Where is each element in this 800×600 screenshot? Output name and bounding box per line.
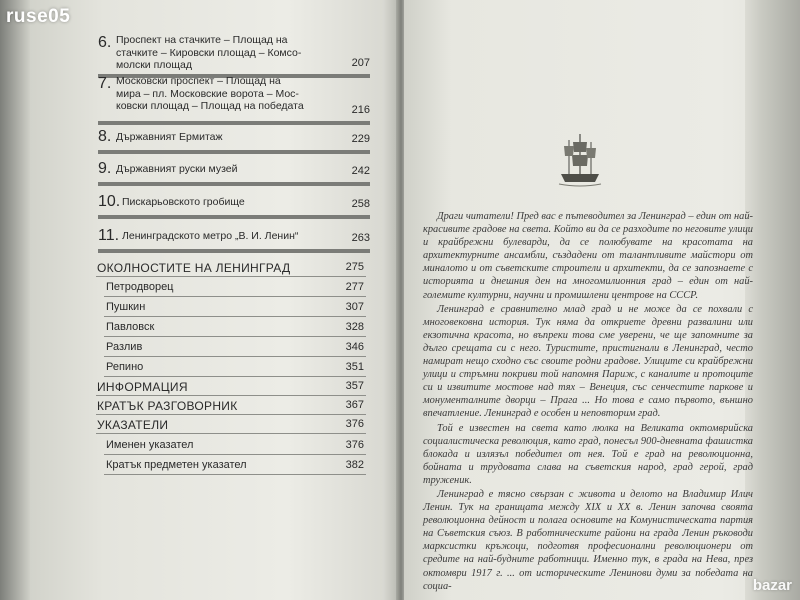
paragraph: Драги читатели! Пред вас е пътеводител за Ленинград – един от най-красивите градове на света. Който ви да се разходите по неговите улици и крайбрежни булеварди, да се полюбувате на красотата на архитектурните ансамбли, създадени от талантливите майстори от миналото и от съветските строители и архитекти, да се запознаете с историята и днешния ден на многомилионния град – един от най-големите културни, научни и промишлени центрове на СССР. xyxy=(423,211,753,301)
toc-section-label: Именен указател xyxy=(106,439,194,451)
toc-section-label: УКАЗАТЕЛИ xyxy=(97,418,169,432)
toc-section-page: 382 xyxy=(345,459,364,471)
toc-section-row xyxy=(0,359,380,377)
toc-separator xyxy=(104,296,366,297)
toc-entry-title-line: Държавният руски музей xyxy=(116,163,238,175)
toc-section-label: ИНФОРМАЦИЯ xyxy=(97,380,188,394)
sailing-ship-icon xyxy=(555,130,605,190)
toc-entry-title-line: молски площад xyxy=(116,59,192,71)
toc-separator xyxy=(104,336,366,337)
toc-entry-number: 11. xyxy=(98,227,120,244)
toc-separator xyxy=(96,276,366,277)
toc-entry-title-line: Московски проспект – Площад на xyxy=(116,75,281,87)
toc-section-label: Пушкин xyxy=(106,301,146,313)
paragraph: Ленинград е тясно свързан с живота и делото на Владимир Илич Ленин. Тук на границата между XIX и XX в. Ленин започва своята революционна дейност и полага основите на Комунистическата партия на Съветския съюз. В работническите райони на града Ленин ръководи марксистки кръжоци, подготвя професионални революционери от средите на най-будните работници. Именно тук, в града на Нева, през октомври 1917 г. ... от историческите Ленинови думи за победата на социа- xyxy=(423,488,753,592)
toc-separator xyxy=(104,356,366,357)
toc-entry-11 xyxy=(98,223,370,253)
paragraph: Ленинград е сравнително млад град и не може да се похвали с многовековна история. Тук няма да откриете древни развалини или екзотична красота, но въпреки това сме уверени, че ще запомните за дълго срещата си с него. Туристите, пристигнали в Ленинград, често намират нещо сходно със своите родни градове. Улиците си крайбрежни улици и стръмни покриви той напомня Париж, с каналите и протоците си и извитите мостове над тях – Венеция, със сенчестите паркове и монументалните дворци – Прага ... Но това е само първото, външно впечатление. Ленинград е особен и неповторим град. xyxy=(423,303,753,420)
toc-section-row xyxy=(0,416,380,434)
toc-entry-title-line: Проспект на стачките – Площад на xyxy=(116,34,288,46)
introduction-text xyxy=(423,210,753,593)
toc-section-row xyxy=(0,339,380,357)
toc-section-label: ОКОЛНОСТИТЕ НА ЛЕНИНГРАД xyxy=(97,261,291,275)
toc-entry-page: 216 xyxy=(351,104,370,116)
toc-section-row xyxy=(0,259,380,277)
toc-entry-title-line: мира – пл. Московские ворота – Мос- xyxy=(116,87,299,100)
toc-section-page: 357 xyxy=(345,380,364,392)
paragraph: Той е известен на света като люлка на Великата октомврийска социалистическа революция, като град, понесъл 900-дневната фашистка блокада и излязъл победител от нея. Той е град на революционна, бойната и трудовата слава на съветския народ, град герой, град труженик. xyxy=(423,422,753,486)
toc-entry-9 xyxy=(98,158,370,186)
toc-section-page: 367 xyxy=(345,399,364,411)
toc-entry-8 xyxy=(98,126,370,154)
toc-section-page: 346 xyxy=(345,341,364,353)
page-edge-right xyxy=(745,0,800,600)
toc-entry-10 xyxy=(98,191,370,219)
toc-section-row xyxy=(0,457,380,475)
toc-separator xyxy=(104,474,366,475)
toc-section-page: 275 xyxy=(345,261,364,273)
toc-entry-title-line: Пискарьовското гробище xyxy=(122,196,245,208)
toc-separator xyxy=(96,395,366,396)
toc-separator xyxy=(104,376,366,377)
toc-section-label: Репино xyxy=(106,361,144,373)
toc-section-label: Кратък предметен указател xyxy=(106,459,247,471)
toc-entry-page: 263 xyxy=(351,232,370,244)
watermark-bottom-right: bazar xyxy=(752,577,792,594)
toc-section-page: 307 xyxy=(345,301,364,313)
toc-section-row xyxy=(0,299,380,317)
toc-section-page: 328 xyxy=(345,321,364,333)
toc-entry-page: 207 xyxy=(351,57,370,69)
toc-entry-page: 229 xyxy=(351,133,370,145)
toc-section-page: 376 xyxy=(345,418,364,430)
toc-entry-number: 10. xyxy=(98,193,121,210)
toc-entry-number: 8. xyxy=(98,128,112,145)
toc-section-page: 351 xyxy=(345,361,364,373)
toc-entry-title-line: Държавният Ермитаж xyxy=(116,131,223,143)
toc-entry-number: 9. xyxy=(98,160,112,177)
toc-section-row xyxy=(0,319,380,337)
toc-entry-7 xyxy=(98,75,370,125)
toc-entry-page: 242 xyxy=(351,165,370,177)
toc-separator xyxy=(104,454,366,455)
toc-section-label: Павловск xyxy=(106,321,155,333)
toc-section-row xyxy=(0,378,380,396)
toc-section-row xyxy=(0,437,380,455)
toc-separator xyxy=(104,316,366,317)
toc-entry-page: 258 xyxy=(351,198,370,210)
toc-section-page: 277 xyxy=(345,281,364,293)
toc-section-row xyxy=(0,279,380,297)
toc-entry-title-line: стачките – Кировски площад – Комсо- xyxy=(116,46,302,59)
toc-section-page: 376 xyxy=(345,439,364,451)
toc-section-label: Петродворец xyxy=(106,281,174,293)
toc-entry-number: 6. xyxy=(98,34,112,51)
watermark-top-left: ruse05 xyxy=(6,6,71,27)
toc-entry-title-line: ковски площад – Площад на победата xyxy=(116,100,304,112)
toc-entry-6 xyxy=(98,34,370,78)
toc-entry-number: 7. xyxy=(98,75,112,92)
toc-section-row xyxy=(0,397,380,415)
toc-entry-title-line: Ленинградското метро „В. И. Ленин“ xyxy=(122,230,299,242)
toc-section-label: КРАТЪК РАЗГОВОРНИК xyxy=(97,399,238,413)
toc-separator xyxy=(96,414,366,415)
toc-section-label: Разлив xyxy=(106,341,143,353)
toc-separator xyxy=(96,433,366,434)
